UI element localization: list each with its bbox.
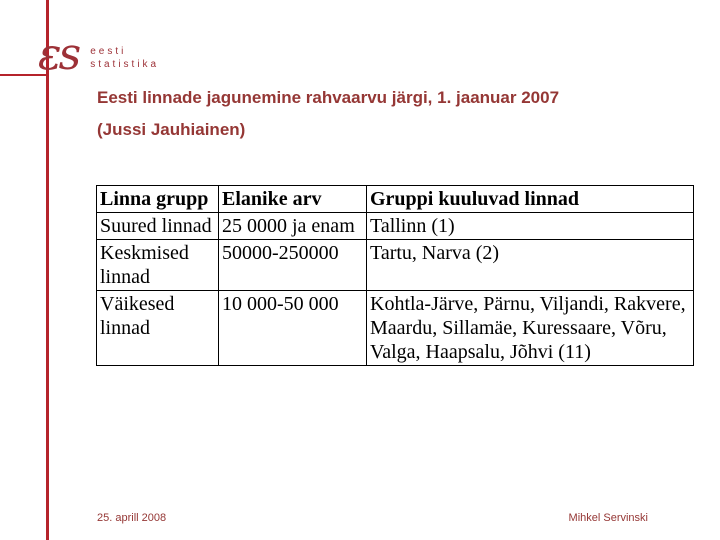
cell-cities: Kohtla-Järve, Pärnu, Viljandi, Rakvere, Maardu, Sillamäe, Kuressaare, Võru, Valga, Haapsalu, Jõhvi (11) [367,291,694,366]
slide-subtitle: (Jussi Jauhiainen) [97,120,246,139]
logo-wordmark [90,45,159,76]
cell-cities: Tartu, Narva (2) [367,240,694,291]
statistics-estonia-logo [38,29,160,80]
column-header-linna-grupp: Linna grupp [97,186,219,213]
column-header-gruppi-kuuluvad-linnad: Gruppi kuuluvad linnad [367,186,694,213]
cell-population-range: 50000-250000 [219,240,367,291]
table-row-keskmised-linnad [97,240,694,291]
logo-wordmark-line2: statistika [90,59,160,70]
cell-group-name: Keskmised linnad [97,240,219,291]
cell-group-name: Väikesed linnad [97,291,219,366]
footer-author: Mihkel Servinski [568,512,648,524]
left-accent-line [46,0,49,540]
column-header-elanike-arv: Elanike arv [219,186,367,213]
footer-date: 25. aprill 2008 [97,512,167,524]
cell-population-range: 10 000-50 000 [219,291,367,366]
cell-cities: Tallinn (1) [367,213,694,240]
cell-population-range: 25 0000 ja enam [219,213,367,240]
slide-title: Eesti linnade jagunemine rahvaarvu järgi, 1. jaanuar 2007 [97,88,560,107]
city-groups-table [96,185,694,366]
table-row-suured-linnad [97,213,694,240]
cell-group-name: Suured linnad [97,213,219,240]
logo-glyph-icon: εs [38,29,79,80]
logo-wordmark-line1: eesti [90,46,127,57]
table-header-row [97,186,694,213]
table-row-vaikesed-linnad [97,291,694,366]
